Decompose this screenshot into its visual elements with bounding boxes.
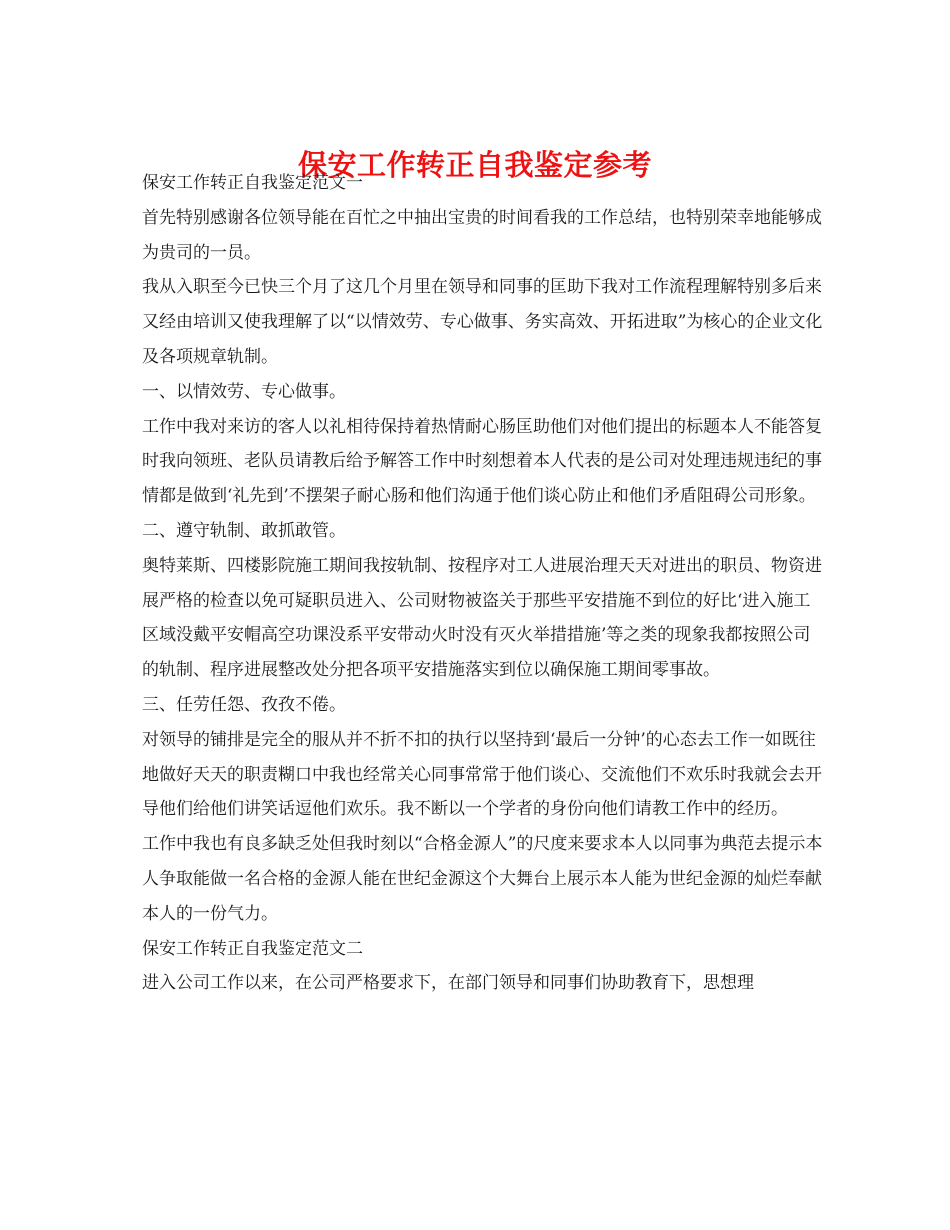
- section-heading: 保安工作转正自我鉴定范文二: [142, 938, 363, 959]
- paragraph: 奥特莱斯、四楼影院施工期间我按轨制、按程序对工人进展治理天天对进出的职员、物资进展严格的检查以免可疑职员进入、公司财物被盗关于那些平安措施不到位的好比‘进入施工区域没戴平安帽高空功课没系平安带动火时没有灭火举措措施’等之类的现象我都按照公司的轨制、程序进展整改处分把各项平安措施落实到位以确保施工期间零事故。: [142, 555, 822, 681]
- section-heading: 保安工作转正自我鉴定范文一: [142, 173, 363, 193]
- paragraph: 工作中我也有良多缺乏处但我时刻以“合格金源人”的尺度来要求本人以同事为典范去提示本人争取能做一名合格的金源人能在世纪金源这个大舞台上展示本人能为世纪金源的灿烂奉献本人的一份气力。: [142, 834, 823, 924]
- subheading: 三、任劳任怨、孜孜不倦。: [142, 694, 346, 715]
- paragraph: 对领导的铺排是完全的服从并不折不扣的执行以坚持到‘最后一分钟’的心态去工作一如既往地做好天天的职责糊口中我也经常关心同事常常于他们谈心、交流他们不欢乐时我就会去开导他们给他们讲笑话逗他们欢乐。我不断以一个学者的身份向他们请教工作中的经历。: [142, 729, 822, 820]
- subheading: 一、以情效劳、专心做事。: [142, 381, 346, 402]
- paragraph: 首先特别感谢各位领导能在百忙之中抽出宝贵的时间看我的工作总结，也特别荣幸地能够成为贵司的一员。: [142, 207, 822, 263]
- subheading: 二、遵守轨制、敢抓敢管。: [142, 520, 346, 541]
- document-title: 保安工作转正自我鉴定参考: [297, 148, 652, 183]
- document-body: [142, 166, 826, 1001]
- paragraph: 我从入职至今已快三个月了这几个月里在领导和同事的匡助下我对工作流程理解特别多后来又经由培训又使我理解了以“以情效劳、专心做事、务实高效、开拓进取”为核心的企业文化及各项规章轨制。: [142, 277, 823, 367]
- paragraph: 进入公司工作以来，在公司严格要求下，在部门领导和同事们协助教育下，思想理: [142, 973, 754, 994]
- paragraph: 工作中我对来访的客人以礼相待保持着热情耐心肠匡助他们对他们提出的标题本人不能答复时我向领班、老队员请教后给予解答工作中时刻想着本人代表的是公司对处理违规违纪的事情都是做到‘礼先到’不摆架子耐心肠和他们沟通于他们谈心防止和他们矛盾阻碍公司形象。: [142, 416, 822, 507]
